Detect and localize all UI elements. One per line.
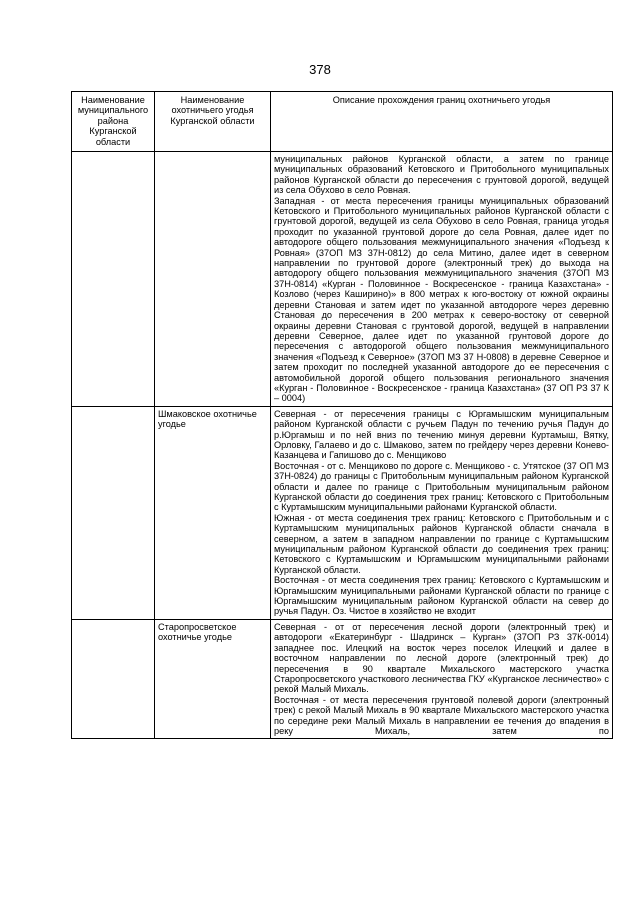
- description-paragraph: муниципальных районов Курганской области, а затем по границе муниципальных образований Кетовского и Притобольного муниципальных районов Курганской области до пересечения с грунтовой дорогой, ведущей из села Обухово в село Ровная.: [274, 154, 609, 196]
- cell-hunting-ground: [155, 152, 271, 407]
- table-row: [72, 152, 613, 407]
- cell-description: [271, 406, 613, 619]
- cell-hunting-ground: Старопросветское охотничье угодье: [155, 619, 271, 738]
- cell-description: [271, 619, 613, 738]
- cell-district: [72, 619, 155, 738]
- description-paragraph: Восточная - от места пересечения грунтовой полевой дороги (электронный трек) с рекой Малый Михаль в 90 квартале Михальского мастерского участка по середине реки Малый Михаль в направлении ее течения до впадения в реку Михаль, затем по: [274, 694, 609, 736]
- header-district: Наименование муниципального района Курганской области: [72, 92, 155, 152]
- cell-district: [72, 152, 155, 407]
- header-hunting-ground: Наименование охотничьего угодья Курганской области: [155, 92, 271, 152]
- table-header: [72, 92, 613, 152]
- hunting-grounds-table: [71, 91, 613, 739]
- page-number: 378: [309, 62, 331, 77]
- cell-district: [72, 406, 155, 619]
- cell-hunting-ground: Шмаковское охотничье угодье: [155, 406, 271, 619]
- description-paragraph: Северная - от пересечения границы с Юргамышским муниципальным районом Курганской области с ручьем Падун по течению ручья Падун до р.Юргамыш и по ней вниз по течению минуя деревни Куртамыш, Вятку, Орловку, Галаево и до с. Шмаково, затем по грейдеру через деревни Конево-Казанцева и Гапишово до с. Менщиково: [274, 408, 609, 461]
- table-row: [72, 406, 613, 619]
- description-paragraph: Восточная - от места соединения трех границ: Кетовского с Куртамышским и Юргамышским муниципальными районами Курганской области по границе с Юргамышским муниципальным районом Курганской области на север до ручья Падун. Оз. Чистое в хозяйство не входит: [274, 575, 609, 617]
- description-paragraph: Западная - от места пересечения границы муниципальных образований Кетовского и Притобольного муниципальных районов Курганской области с грунтовой дорогой, ведущей из села Обухово в село Ровная, граница угодья проходит по указанной грунтовой дороге до села Ровная, далее идет по автодороге общего пользования межмуниципального значения «Подъезд к Ровная» (37ОП МЗ 37Н-0812) до села Митино, далее идет в северном направлении по грунтовой дороге (электронный трек) до выхода на автодорогу общего пользования межмуниципального значения (37ОП МЗ 37Н-0814) «Курган - Половинное - Воскресенское - граница Казахстана» - Козлово (через Каширино)» в 800 метрах к юго-востоку от южной окраины деревни Становая и затем идет по указанной автодороге через деревню Становая до пересечения в 200 метрах к северо-востоку от северной окраины деревни Становая с грунтовой дорогой, ведущей в направлении деревни Северное, далее идет по указанной грунтовой дороге до пересечения с автодорогой общего пользования межмуниципального значения «Подъезд к Северное» (37ОП МЗ 37 Н-0808) в деревне Северное и затем проходит по последней указанной автодороге до ее пересечения с автомобильной дорогой общего пользования регионального значения «Курган - Половинное - Воскресенское - граница Казахстана» (37 ОП РЗ 37 К – 0004): [274, 195, 609, 404]
- table-row: [72, 619, 613, 738]
- description-paragraph: Восточная - от с. Менщиково по дороге с. Менщиково - с. Утятское (37 ОП МЗ 37Н-0824) до границы с Притобольным муниципальным районом Курганской области и далее по границе с Притобольным муниципальным районом Курганской области до соединения трех границ: Кетовского с Притобольным с Куртамышским муниципальными районами Курганской области.: [274, 460, 609, 513]
- cell-description: [271, 152, 613, 407]
- header-description: Описание прохождения границ охотничьего угодья: [271, 92, 613, 152]
- description-paragraph: Северная - от от пересечения лесной дороги (электронный трек) и автодороги «Екатеринбург - Шадринск – Курган» (37ОП РЗ 37К-0014) западнее пос. Илецкий на восток через поселок Илецкий и далее в восточном направлении по лесной дороге (электронный трек) до пересечения в 90 квартале Михальского мастерского участка Старопросветского участкового лесничества ГКУ «Курганское лесничество» с рекой Малый Михаль.: [274, 621, 609, 695]
- description-paragraph: Южная - от места соединения трех границ: Кетовского с Притобольным и с Куртамышским муниципальных районов Курганской области сначала в северном, а затем в западном направлении по границе с Куртамышским муниципальным районом Курганской области до соединения трех границ: Кетовского с Куртамышским и Юргамышским муниципальными районами Курганской области.: [274, 512, 609, 575]
